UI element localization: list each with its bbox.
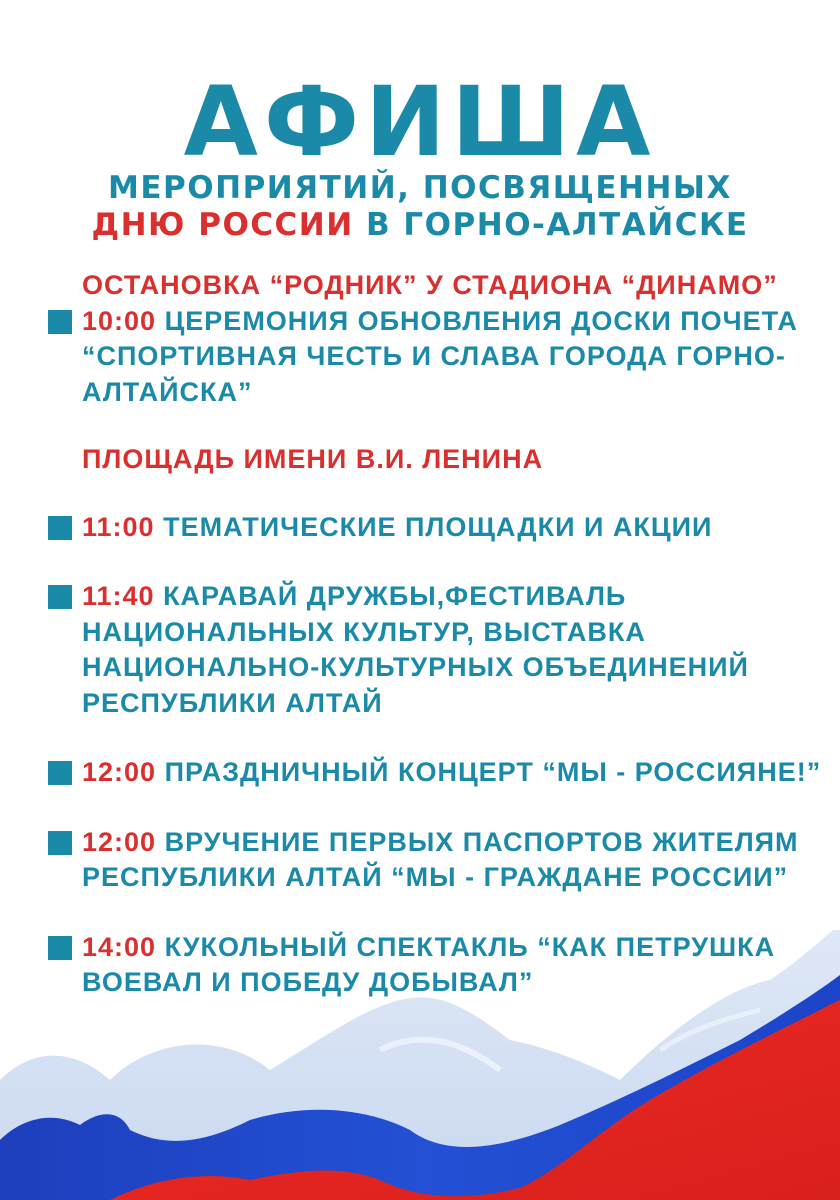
event-item (48, 510, 828, 546)
subtitle-line-2-rest: В ГОРНО-АЛТАЙСКЕ (353, 207, 749, 243)
event-time: 11:00 (82, 511, 155, 542)
poster-subtitle (0, 170, 840, 244)
venue-heading: ОСТАНОВКА “РОДНИК” У СТАДИОНА “ДИНАМО” (82, 270, 778, 300)
event-item (48, 825, 828, 896)
square-bullet-icon (48, 585, 72, 609)
event-text: НАЦИОНАЛЬНО-КУЛЬТУРНЫХ ОБЪЕДИНЕНИЙ (82, 652, 749, 682)
event-text: РЕСПУБЛИКИ АЛТАЙ “МЫ - ГРАЖДАНЕ РОССИИ” (82, 862, 789, 892)
event-text: КУКОЛЬНЫЙ СПЕКТАКЛЬ “КАК ПЕТРУШКА (156, 931, 776, 962)
event-time: 12:00 (82, 757, 157, 787)
event-text: НАЦИОНАЛЬНЫХ КУЛЬТУР, ВЫСТАВКА (82, 616, 646, 647)
subtitle-line-2 (0, 207, 840, 244)
event-time: 14:00 (82, 931, 157, 962)
event-item (48, 579, 828, 721)
event-text: АЛТАЙСКА” (82, 376, 253, 407)
event-text: “СПОРТИВНАЯ ЧЕСТЬ И СЛАВА ГОРОДА ГОРНО- (82, 341, 786, 371)
schedule (48, 268, 828, 1001)
event-text: ВОЕВАЛ И ПОБЕДУ ДОБЫВАЛ” (82, 967, 534, 997)
square-bullet-icon (48, 516, 72, 540)
event-item (48, 755, 828, 791)
square-bullet-icon (48, 831, 72, 855)
russian-flag-icon (0, 930, 840, 1200)
poster-title: АФИША (183, 66, 657, 178)
event-time: 12:00 (82, 826, 157, 857)
event-text: ТЕМАТИЧЕСКИЕ ПЛОЩАДКИ И АКЦИИ (154, 511, 713, 542)
square-bullet-icon (48, 310, 72, 334)
subtitle-line-1: МЕРОПРИЯТИЙ, ПОСВЯЩЕННЫХ (108, 170, 732, 206)
event-item (48, 304, 828, 411)
event-time: 11:40 (82, 581, 155, 611)
event-text: ВРУЧЕНИЕ ПЕРВЫХ ПАСПОРТОВ ЖИТЕЛЯМ (156, 826, 799, 857)
event-text: КАРАВАЙ ДРУЖБЫ,ФЕСТИВАЛЬ (154, 581, 627, 611)
event-text: ЦЕРЕМОНИЯ ОБНОВЛЕНИЯ ДОСКИ ПОЧЕТА (156, 305, 798, 336)
subtitle-highlight: ДНЮ РОССИИ (91, 207, 354, 243)
square-bullet-icon (48, 761, 72, 785)
event-text: РЕСПУБЛИКИ АЛТАЙ (82, 687, 383, 718)
event-text: ПРАЗДНИЧНЫЙ КОНЦЕРТ “МЫ - РОССИЯНЕ!” (156, 757, 822, 787)
venue-heading: ПЛОЩАДЬ ИМЕНИ В.И. ЛЕНИНА (82, 444, 544, 474)
event-time: 10:00 (82, 305, 157, 336)
